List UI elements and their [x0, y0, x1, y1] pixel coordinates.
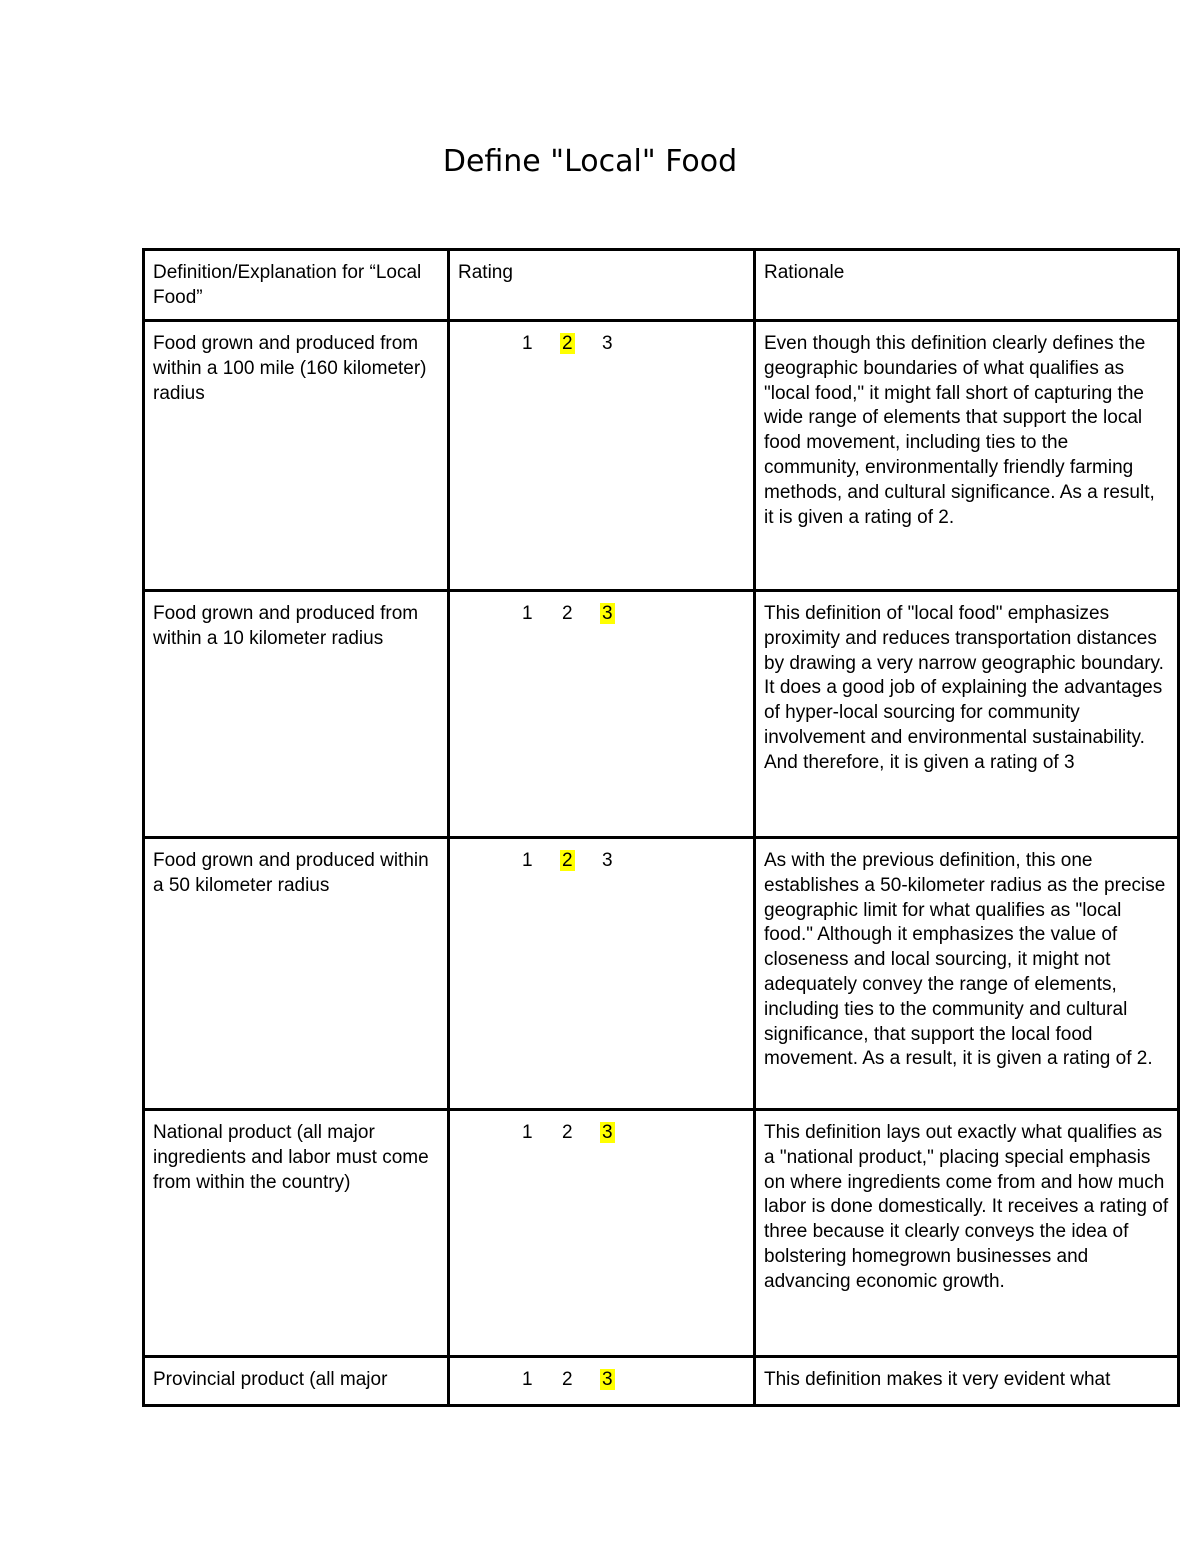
rating-options	[458, 332, 745, 357]
rating-cell	[449, 1110, 755, 1357]
rating-option-2: 2	[562, 603, 573, 624]
table-row	[144, 1110, 1179, 1357]
rating-options	[458, 849, 745, 874]
rating-option-2: 2	[562, 1122, 573, 1143]
definitions-table	[142, 248, 1180, 1407]
header-rationale: Rationale	[755, 250, 1179, 321]
rating-option-2: 2	[562, 333, 573, 354]
table-row	[144, 321, 1179, 591]
rating-option-1: 1	[522, 603, 533, 624]
rating-cell	[449, 838, 755, 1110]
header-rating: Rating	[449, 250, 755, 321]
rating-option-1: 1	[522, 1369, 533, 1390]
rating-cell	[449, 591, 755, 838]
rating-option-3: 3	[602, 1122, 613, 1143]
table-row	[144, 591, 1179, 838]
page-title: Define "Local" Food	[442, 144, 738, 179]
header-definition: Definition/Explanation for “Local Food”	[144, 250, 449, 321]
table-row	[144, 838, 1179, 1110]
rationale-cell: Even though this definition clearly defines the geographic boundaries of what qualifies as "local food," it might fall short of capturing the wide range of elements that support the local food movement, including ties to the community, environmentally friendly farming methods, and cultural significance. As a result, it is given a rating of 2.	[755, 321, 1179, 591]
definition-cell: Food grown and produced from within a 100 mile (160 kilometer) radius	[144, 321, 449, 591]
rationale-cell: This definition makes it very evident what	[755, 1357, 1179, 1406]
rating-option-2: 2	[562, 1369, 573, 1390]
rating-option-2: 2	[562, 850, 573, 871]
rating-option-1: 1	[522, 850, 533, 871]
rating-options	[458, 1368, 745, 1393]
table-header-row	[144, 250, 1179, 321]
rating-option-3: 3	[602, 333, 613, 354]
definition-cell: Food grown and produced from within a 10 kilometer radius	[144, 591, 449, 838]
rating-options	[458, 602, 745, 627]
rating-option-3: 3	[602, 850, 613, 871]
rationale-cell: As with the previous definition, this one establishes a 50-kilometer radius as the precise geographic limit for what qualifies as "local food." Although it emphasizes the value of closeness and local sourcing, it might not adequately convey the range of elements, including ties to the community and cultural significance, that support the local food movement. As a result, it is given a rating of 2.	[755, 838, 1179, 1110]
rating-options	[458, 1121, 745, 1146]
rating-option-1: 1	[522, 1122, 533, 1143]
rating-option-3: 3	[602, 603, 613, 624]
definition-cell: Food grown and produced within a 50 kilometer radius	[144, 838, 449, 1110]
definition-cell: National product (all major ingredients and labor must come from within the country)	[144, 1110, 449, 1357]
rating-option-1: 1	[522, 333, 533, 354]
rating-cell	[449, 1357, 755, 1406]
table-row	[144, 1357, 1179, 1406]
definition-cell: Provincial product (all major	[144, 1357, 449, 1406]
rationale-cell: This definition lays out exactly what qualifies as a "national product," placing special emphasis on where ingredients come from and how much labor is done domestically. It receives a rating of three because it clearly conveys the idea of bolstering homegrown businesses and advancing economic growth.	[755, 1110, 1179, 1357]
rating-cell	[449, 321, 755, 591]
rating-option-3: 3	[602, 1369, 613, 1390]
rationale-cell: This definition of "local food" emphasizes proximity and reduces transportation distances by drawing a very narrow geographic boundary. It does a good job of explaining the advantages of hyper-local sourcing for community involvement and environmental sustainability. And therefore, it is given a rating of 3	[755, 591, 1179, 838]
